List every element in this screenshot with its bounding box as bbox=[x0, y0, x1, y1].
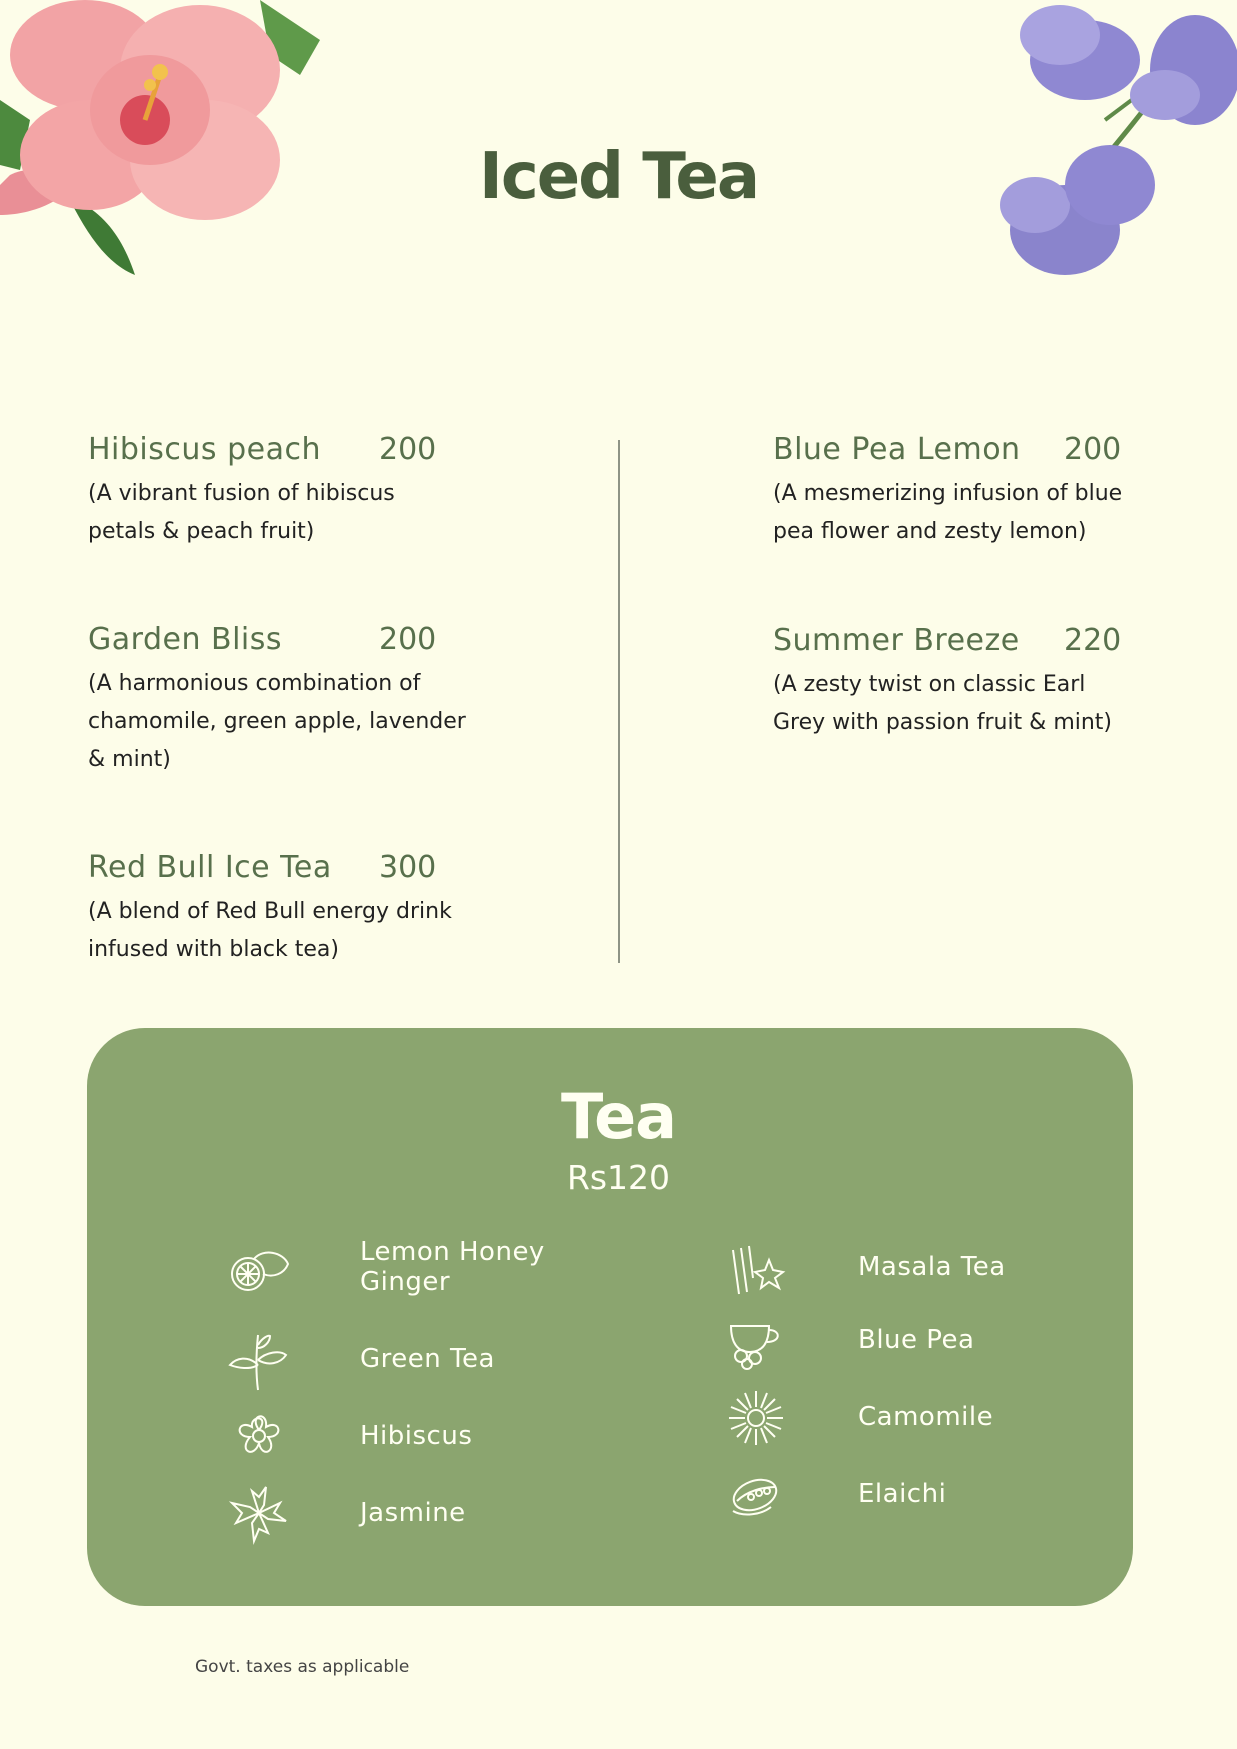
jasmine-flower-icon bbox=[228, 1483, 290, 1545]
tea-item-name: Masala Tea bbox=[858, 1252, 1006, 1282]
item-description: (A mesmerizing infusion of blue pea flower and zesty lemon) bbox=[773, 481, 1123, 544]
tea-item-name: Elaichi bbox=[858, 1479, 947, 1509]
item-name: Summer Breeze bbox=[773, 623, 1020, 658]
item-description: (A vibrant fusion of hibiscus petals & peach fruit) bbox=[88, 481, 395, 544]
tea-item-name: Lemon Honey Ginger bbox=[360, 1237, 545, 1297]
item-description: (A blend of Red Bull energy drink infused with black tea) bbox=[88, 899, 452, 962]
leaf-sprout-icon bbox=[228, 1330, 290, 1392]
item-name: Garden Bliss bbox=[88, 622, 282, 657]
item-price: 200 bbox=[379, 432, 437, 467]
item-name: Blue Pea Lemon bbox=[773, 432, 1021, 467]
item-description: (A harmonious combination of chamomile, green apple, lavender & mint) bbox=[88, 671, 466, 772]
tea-item-name: Jasmine bbox=[360, 1498, 466, 1528]
item-name: Hibiscus peach bbox=[88, 432, 321, 467]
page-title: Iced Tea bbox=[479, 140, 758, 214]
daisy-icon bbox=[725, 1387, 787, 1449]
tea-item-name: Green Tea bbox=[360, 1344, 495, 1374]
item-description: (A zesty twist on classic Earl Grey with passion fruit & mint) bbox=[773, 672, 1113, 735]
tea-section-title: Tea bbox=[561, 1080, 676, 1153]
cinnamon-star-anise-icon bbox=[725, 1238, 787, 1300]
teacup-icon bbox=[725, 1312, 787, 1374]
item-price: 300 bbox=[379, 850, 437, 885]
item-price: 200 bbox=[379, 622, 437, 657]
tea-item-name: Hibiscus bbox=[360, 1421, 473, 1451]
tax-footnote: Govt. taxes as applicable bbox=[195, 1657, 410, 1677]
tea-item-name: Blue Pea bbox=[858, 1325, 975, 1355]
lemon-icon bbox=[228, 1238, 290, 1300]
cardamom-icon bbox=[725, 1465, 787, 1527]
tea-item-name: Camomile bbox=[858, 1402, 994, 1432]
item-price: 220 bbox=[1064, 623, 1122, 658]
column-divider bbox=[618, 440, 620, 963]
item-price: 200 bbox=[1064, 432, 1122, 467]
item-name: Red Bull Ice Tea bbox=[88, 850, 332, 885]
hibiscus-flower-icon bbox=[228, 1405, 290, 1467]
tea-price: Rs120 bbox=[566, 1158, 671, 1197]
